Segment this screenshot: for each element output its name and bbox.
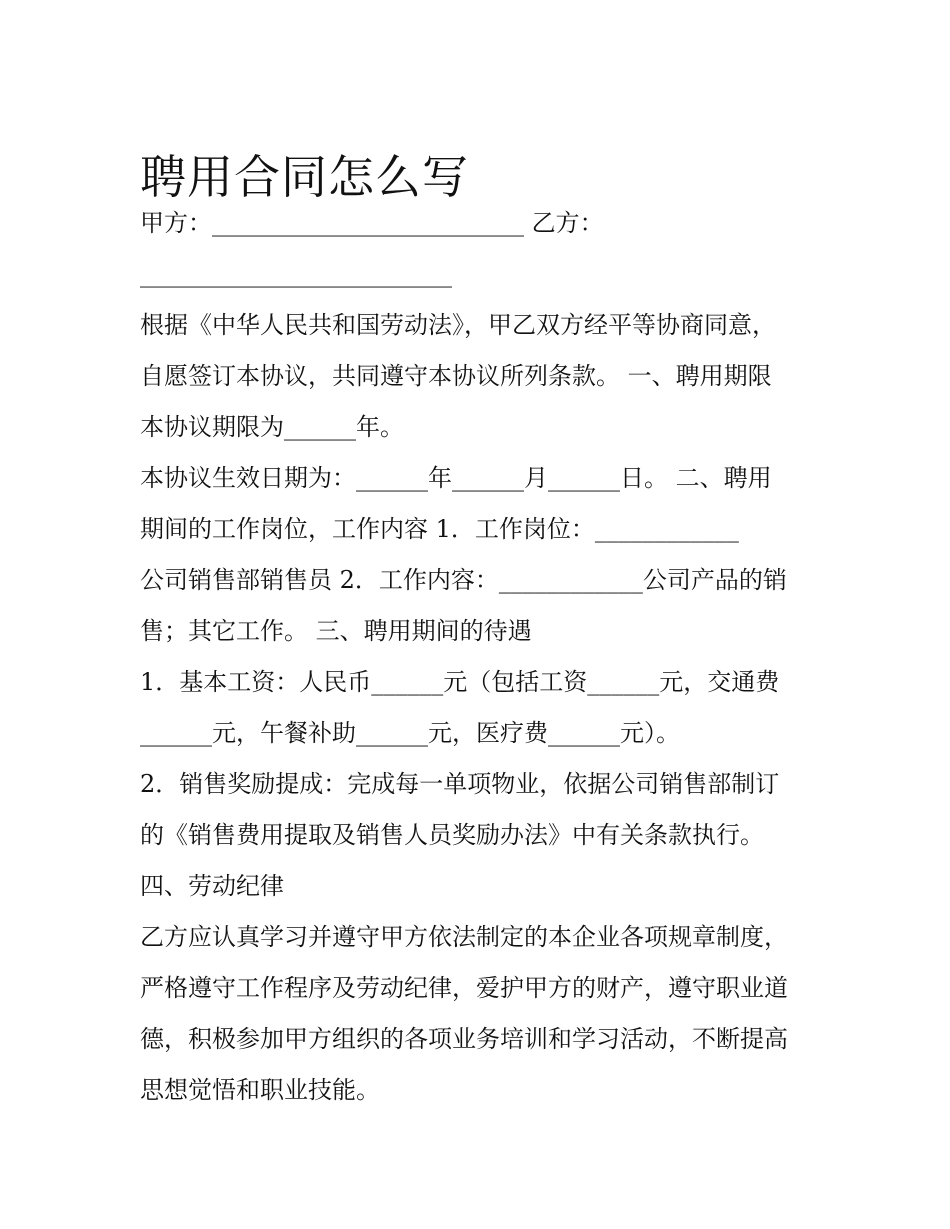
paragraph-line: 本协议期限为______年。 (140, 413, 404, 441)
document-body (140, 198, 820, 1116)
paragraph-line: 的《销售费用提取及销售人员奖励办法》中有关条款执行。 (140, 821, 764, 849)
paragraph-line: 严格遵守工作程序及劳动纪律，爱护甲方的财产，遵守职业道 (140, 974, 788, 1002)
paragraph-line: 根据《中华人民共和国劳动法》，甲乙双方经平等协商同意， (140, 311, 776, 339)
paragraph-line: ______元，午餐补助______元，医疗费______元）。 (140, 719, 680, 747)
section-heading-line: 四、劳动纪律 (140, 872, 284, 900)
paragraph-line: 2．销售奖励提成：完成每一单项物业，依据公司销售部制订 (140, 770, 780, 798)
paragraph-line: 期间的工作岗位，工作内容 1．工作岗位：____________ (140, 515, 739, 543)
paragraph-line: 乙方应认真学习并遵守甲方依法制定的本企业各项规章制度， (140, 923, 788, 951)
paragraph-line: 售；其它工作。 三、聘用期间的待遇 (140, 617, 532, 645)
paragraph-line: 思想觉悟和职业技能。 (140, 1076, 380, 1104)
party-b-blank-line: __________________________ (140, 260, 452, 288)
paragraph-line: 自愿签订本协议，共同遵守本协议所列条款。 一、聘用期限 (140, 362, 772, 390)
document-title: 聘用合同怎么写 (140, 149, 469, 204)
paragraph-line: 公司销售部销售员 2．工作内容：____________公司产品的销 (140, 566, 787, 594)
paragraph-line: 本协议生效日期为：______年______月______日。 二、聘用 (140, 464, 772, 492)
paragraph-line: 德，积极参加甲方组织的各项业务培训和学习活动，不断提高 (140, 1025, 788, 1053)
party-line: 甲方：__________________________ 乙方： (140, 209, 604, 237)
paragraph-line: 1．基本工资：人民币______元（包括工资______元，交通费 (140, 668, 780, 696)
